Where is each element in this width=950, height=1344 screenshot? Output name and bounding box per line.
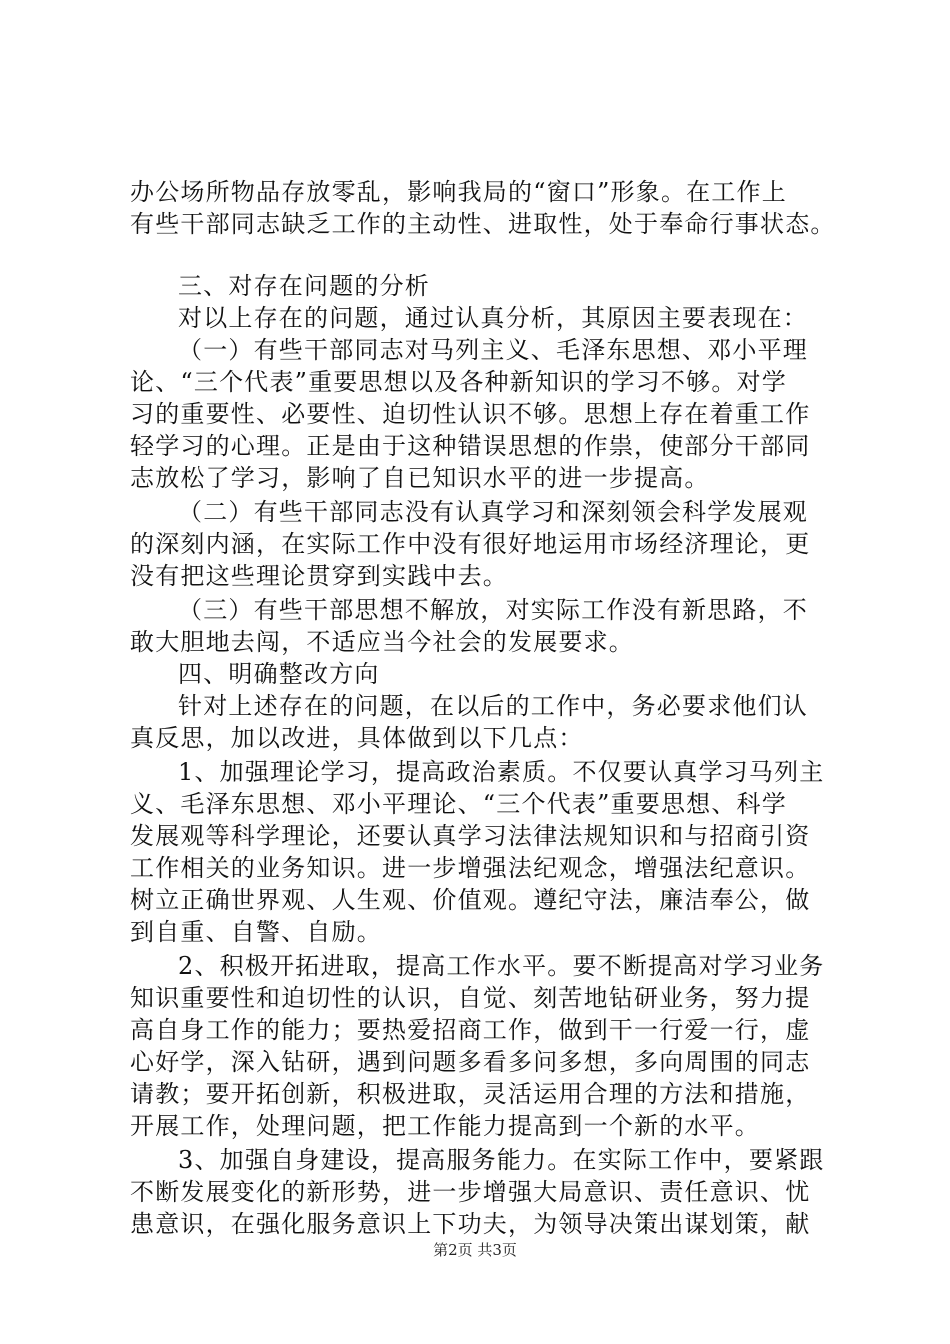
text-line: 高自身工作的能力；要热爱招商工作，做到干一行爱一行，虚 (130, 1016, 811, 1044)
text-line: 1、加强理论学习，提高政治素质。不仅要认真学习马列主 (178, 758, 825, 786)
text-line: 知识重要性和迫切性的认识，自觉、刻苦地钻研业务，努力提 (130, 984, 811, 1012)
text-line: 发展观等科学理论，还要认真学习法律法规知识和与招商引资 (130, 822, 811, 850)
text-line: 针对上述存在的问题，在以后的工作中，务必要求他们认 (178, 692, 808, 720)
text-line: 请教；要开拓创新，积极进取，灵活运用合理的方法和措施， (130, 1080, 811, 1108)
text-line: 的深刻内涵，在实际工作中没有很好地运用市场经济理论，更 (130, 530, 811, 558)
text-line: 有些干部同志缺乏工作的主动性、进取性，处于奉命行事状态。 (130, 210, 836, 238)
text-line: 到自重、自警、自励。 (130, 918, 382, 946)
text-line: 真反思，加以改进，具体做到以下几点： (130, 724, 584, 752)
section-heading: 三、对存在问题的分析 (178, 272, 430, 300)
text-line: 3、加强自身建设，提高服务能力。在实际工作中，要紧跟 (178, 1146, 825, 1174)
text-line: （二）有些干部同志没有认真学习和深刻领会科学发展观 (178, 498, 808, 526)
text-line: 没有把这些理论贯穿到实践中去。 (130, 562, 508, 590)
page-number-footer: 第2页 共3页 (433, 1241, 517, 1259)
text-line: 患意识，在强化服务意识上下功夫，为领导决策出谋划策，献 (130, 1210, 811, 1238)
text-line: （三）有些干部思想不解放，对实际工作没有新思路，不 (178, 596, 808, 624)
text-line: 心好学，深入钻研，遇到问题多看多问多想，多向周围的同志 (130, 1048, 811, 1076)
text-line: 轻学习的心理。正是由于这种错误思想的作祟，使部分干部同 (130, 432, 811, 460)
text-line: 志放松了学习，影响了自已知识水平的进一步提高。 (130, 464, 710, 492)
text-line: 2、积极开拓进取，提高工作水平。要不断提高对学习业务 (178, 952, 825, 980)
text-line: 对以上存在的问题，通过认真分析，其原因主要表现在： (178, 304, 808, 332)
text-line: 开展工作，处理问题，把工作能力提高到一个新的水平。 (130, 1112, 760, 1140)
text-line: 义、毛泽东思想、邓小平理论、“三个代表”重要思想、科学 (130, 790, 787, 818)
text-line: 论、“三个代表”重要思想以及各种新知识的学习不够。对学 (130, 368, 787, 396)
text-line: 工作相关的业务知识。进一步增强法纪观念，增强法纪意识。 (130, 854, 811, 882)
text-line: 办公场所物品存放零乱，影响我局的“窗口”形象。在工作上 (130, 178, 787, 206)
text-line: （一）有些干部同志对马列主义、毛泽东思想、邓小平理 (178, 336, 808, 364)
text-line: 树立正确世界观、人生观、价值观。遵纪守法，廉洁奉公，做 (130, 886, 811, 914)
text-line: 习的重要性、必要性、迫切性认识不够。思想上存在着重工作 (130, 400, 811, 428)
text-line: 敢大胆地去闯，不适应当今社会的发展要求。 (130, 628, 634, 656)
text-line: 不断发展变化的新形势，进一步增强大局意识、责任意识、忧 (130, 1178, 811, 1206)
section-heading: 四、明确整改方向 (178, 660, 380, 688)
